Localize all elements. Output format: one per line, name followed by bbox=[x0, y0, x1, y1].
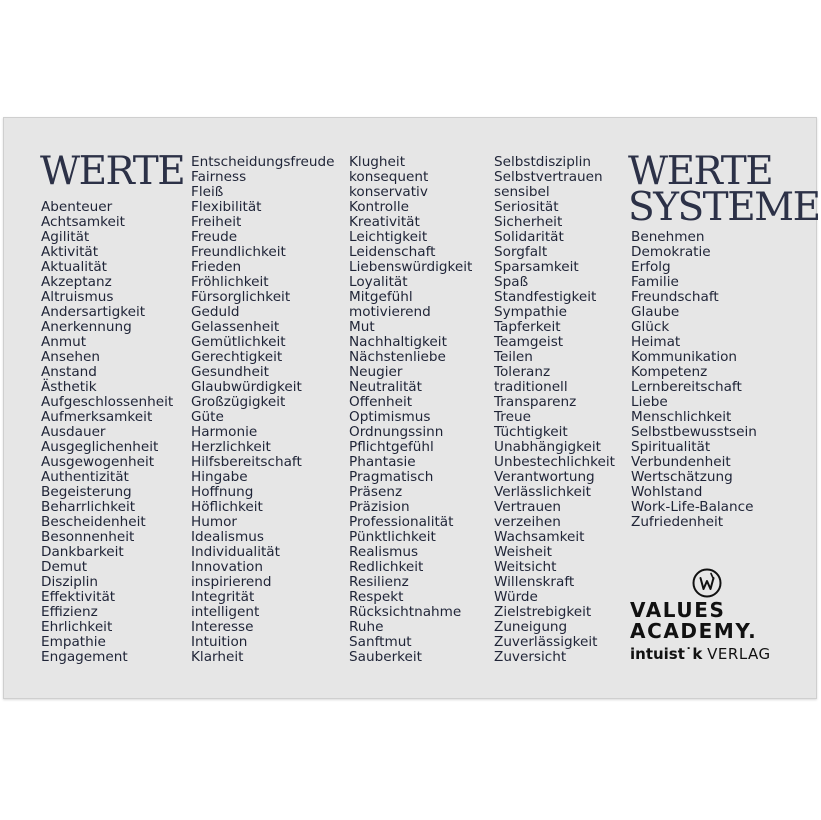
value-item: Freiheit bbox=[191, 214, 242, 230]
value-item: Fleiß bbox=[191, 184, 224, 200]
value-item: Abenteuer bbox=[41, 199, 113, 215]
value-item: Erfolg bbox=[631, 259, 671, 275]
brand-line-academy: ACADEMY. bbox=[630, 619, 758, 643]
value-item: Kompetenz bbox=[631, 364, 708, 380]
publisher-name bbox=[630, 645, 771, 663]
value-item: Freude bbox=[191, 229, 238, 245]
value-item: Integrität bbox=[191, 589, 255, 605]
value-item: Mut bbox=[349, 319, 375, 335]
value-item: Altruismus bbox=[41, 289, 114, 305]
value-item: Familie bbox=[631, 274, 679, 290]
value-item: Gerechtigkeit bbox=[191, 349, 283, 365]
value-item: Wachsamkeit bbox=[494, 529, 585, 545]
value-item: Bescheidenheit bbox=[41, 514, 146, 530]
value-item: Innovation bbox=[191, 559, 263, 575]
value-item: Authentizität bbox=[41, 469, 129, 485]
value-item: Wertschätzung bbox=[631, 469, 733, 485]
value-item: Pflichtgefühl bbox=[349, 439, 434, 455]
value-item: Spaß bbox=[494, 274, 529, 290]
value-item: Achtsamkeit bbox=[41, 214, 125, 230]
value-item: Fürsorglichkeit bbox=[191, 289, 291, 305]
value-item: Agilität bbox=[41, 229, 90, 245]
value-item: Präzision bbox=[349, 499, 410, 515]
value-item: Zuverlässigkeit bbox=[494, 634, 598, 650]
value-item: Nachhaltigkeit bbox=[349, 334, 447, 350]
value-item: Sauberkeit bbox=[349, 649, 423, 665]
value-item: Freundschaft bbox=[631, 289, 719, 305]
value-item: Ehrlichkeit bbox=[41, 619, 113, 635]
value-item: Pünktlichkeit bbox=[349, 529, 436, 545]
value-item: Ruhe bbox=[349, 619, 384, 635]
value-item: traditionell bbox=[494, 379, 568, 395]
value-item: Standfestigkeit bbox=[494, 289, 597, 305]
value-item: Großzügigkeit bbox=[191, 394, 286, 410]
value-item: Individualität bbox=[191, 544, 280, 560]
publisher-name-light: VERLAG bbox=[707, 645, 771, 663]
value-item: Idealismus bbox=[191, 529, 264, 545]
value-item: Flexibilität bbox=[191, 199, 262, 215]
value-item: Güte bbox=[191, 409, 224, 425]
publisher-name-bold: intuist˙k bbox=[630, 645, 703, 663]
value-item: Mitgefühl bbox=[349, 289, 413, 305]
value-item: Transparenz bbox=[494, 394, 577, 410]
value-item: Realismus bbox=[349, 544, 419, 560]
value-item: Empathie bbox=[41, 634, 106, 650]
value-item: Redlichkeit bbox=[349, 559, 424, 575]
value-item: Weisheit bbox=[494, 544, 552, 560]
value-item: Anerkennung bbox=[41, 319, 132, 335]
value-item: Gelassenheit bbox=[191, 319, 280, 335]
value-item: Selbstbewusstsein bbox=[631, 424, 757, 440]
value-item: konservativ bbox=[349, 184, 428, 200]
value-item: Ausdauer bbox=[41, 424, 106, 440]
value-item: Liebenswürdigkeit bbox=[349, 259, 473, 275]
value-item: Ansehen bbox=[41, 349, 100, 365]
value-item: Heimat bbox=[631, 334, 681, 350]
value-item: Verbundenheit bbox=[631, 454, 731, 470]
value-item: Intuition bbox=[191, 634, 248, 650]
value-item: Anstand bbox=[41, 364, 97, 380]
value-item: Frieden bbox=[191, 259, 242, 275]
value-item: Dankbarkeit bbox=[41, 544, 124, 560]
value-item: Neugier bbox=[349, 364, 403, 380]
value-item: Glück bbox=[631, 319, 670, 335]
value-item: Effizienz bbox=[41, 604, 98, 620]
value-item: Humor bbox=[191, 514, 237, 530]
value-item: Kreativität bbox=[349, 214, 420, 230]
value-item: sensibel bbox=[494, 184, 550, 200]
value-item: Treue bbox=[494, 409, 531, 425]
value-item: Aktivität bbox=[41, 244, 99, 260]
value-item: Verlässlichkeit bbox=[494, 484, 591, 500]
value-item: Hilfsbereitschaft bbox=[191, 454, 302, 470]
value-item: Demut bbox=[41, 559, 88, 575]
value-item: Würde bbox=[494, 589, 538, 605]
value-item: Zufriedenheit bbox=[631, 514, 724, 530]
values-card bbox=[3, 117, 820, 699]
value-item: Herzlichkeit bbox=[191, 439, 271, 455]
value-item: Verantwortung bbox=[494, 469, 595, 485]
value-item: Interesse bbox=[191, 619, 254, 635]
value-item: Vertrauen bbox=[494, 499, 562, 515]
value-item: Selbstvertrauen bbox=[494, 169, 603, 185]
value-item: inspirierend bbox=[191, 574, 272, 590]
value-item: Unbestechlichkeit bbox=[494, 454, 615, 470]
title-werte-systeme-line1: WERTE bbox=[628, 149, 773, 194]
value-item: Leidenschaft bbox=[349, 244, 436, 260]
value-item: Präsenz bbox=[349, 484, 403, 500]
value-item: Menschlichkeit bbox=[631, 409, 732, 425]
value-item: Teilen bbox=[494, 349, 533, 365]
value-item: Liebe bbox=[631, 394, 668, 410]
value-item: Pragmatisch bbox=[349, 469, 434, 485]
value-item: Höflichkeit bbox=[191, 499, 263, 515]
value-item: Spiritualität bbox=[631, 439, 711, 455]
value-item: motivierend bbox=[349, 304, 431, 320]
value-item: Ausgeglichenheit bbox=[41, 439, 159, 455]
value-item: Tüchtigkeit bbox=[494, 424, 568, 440]
value-item: Gemütlichkeit bbox=[191, 334, 286, 350]
values-column-3 bbox=[349, 155, 472, 665]
value-item: Solidarität bbox=[494, 229, 564, 245]
value-item: Hoffnung bbox=[191, 484, 254, 500]
value-item: Weitsicht bbox=[494, 559, 557, 575]
value-item: Aufmerksamkeit bbox=[41, 409, 153, 425]
value-item: Willenskraft bbox=[494, 574, 575, 590]
value-item: verzeihen bbox=[494, 514, 561, 530]
value-item: Hingabe bbox=[191, 469, 248, 485]
value-item: Sorgfalt bbox=[494, 244, 548, 260]
value-item: Fröhlichkeit bbox=[191, 274, 269, 290]
value-item: Sanftmut bbox=[349, 634, 412, 650]
value-item: Leichtigkeit bbox=[349, 229, 428, 245]
value-item: Kommunikation bbox=[631, 349, 738, 365]
value-item: Zielstrebigkeit bbox=[494, 604, 592, 620]
value-item: Glaubwürdigkeit bbox=[191, 379, 302, 395]
value-item: Benehmen bbox=[631, 229, 705, 245]
value-item: Harmonie bbox=[191, 424, 258, 440]
values-column-2 bbox=[191, 155, 334, 665]
value-item: Freundlichkeit bbox=[191, 244, 286, 260]
value-item: Engagement bbox=[41, 649, 128, 665]
value-item: Selbstdisziplin bbox=[494, 154, 592, 170]
value-item: Resilienz bbox=[349, 574, 409, 590]
value-item: Phantasie bbox=[349, 454, 416, 470]
value-item: Effektivität bbox=[41, 589, 116, 605]
value-item: Sympathie bbox=[494, 304, 567, 320]
title-werte-systeme-line2: SYSTEME bbox=[628, 185, 820, 230]
value-item: Ausgewogenheit bbox=[41, 454, 155, 470]
value-item: Seriosität bbox=[494, 199, 559, 215]
value-item: Disziplin bbox=[41, 574, 99, 590]
value-item: Besonnenheit bbox=[41, 529, 135, 545]
values-column-4 bbox=[494, 155, 615, 665]
value-item: Ordnungssinn bbox=[349, 424, 444, 440]
value-item: Aktualität bbox=[41, 259, 107, 275]
value-item: Neutralität bbox=[349, 379, 422, 395]
value-item: Klarheit bbox=[191, 649, 244, 665]
value-item: Tapferkeit bbox=[494, 319, 561, 335]
value-item: Teamgeist bbox=[494, 334, 564, 350]
value-item: Beharrlichkeit bbox=[41, 499, 136, 515]
value-item: Zuneigung bbox=[494, 619, 568, 635]
value-item: Wohlstand bbox=[631, 484, 703, 500]
value-item: Aufgeschlossenheit bbox=[41, 394, 174, 410]
value-item: Geduld bbox=[191, 304, 240, 320]
value-item: Akzeptanz bbox=[41, 274, 112, 290]
value-item: Zuversicht bbox=[494, 649, 567, 665]
value-item: Sparsamkeit bbox=[494, 259, 579, 275]
value-item: Gesundheit bbox=[191, 364, 269, 380]
value-item: Kontrolle bbox=[349, 199, 410, 215]
value-item: Loyalität bbox=[349, 274, 408, 290]
value-item: Demokratie bbox=[631, 244, 711, 260]
value-item: Offenheit bbox=[349, 394, 413, 410]
value-item: Ästhetik bbox=[41, 379, 97, 395]
value-item: Respekt bbox=[349, 589, 404, 605]
value-item: Glaube bbox=[631, 304, 680, 320]
value-item: Andersartigkeit bbox=[41, 304, 146, 320]
value-item: Anmut bbox=[41, 334, 87, 350]
value-item: Work-Life-Balance bbox=[631, 499, 754, 515]
brand-logo bbox=[630, 600, 771, 663]
value-item: Professionalität bbox=[349, 514, 454, 530]
value-item: Sicherheit bbox=[494, 214, 563, 230]
value-item: Unabhängigkeit bbox=[494, 439, 601, 455]
value-systems-column bbox=[631, 230, 757, 530]
value-item: konsequent bbox=[349, 169, 429, 185]
values-column-1 bbox=[41, 200, 173, 665]
value-item: Rücksichtnahme bbox=[349, 604, 462, 620]
value-item: Klugheit bbox=[349, 154, 406, 170]
value-item: Entscheidungsfreude bbox=[191, 154, 335, 170]
value-item: Nächstenliebe bbox=[349, 349, 446, 365]
title-werte-systeme bbox=[628, 149, 820, 230]
value-item: intelligent bbox=[191, 604, 260, 620]
w-circle-logo-icon bbox=[692, 568, 722, 598]
value-item: Lernbereitschaft bbox=[631, 379, 742, 395]
value-item: Toleranz bbox=[494, 364, 551, 380]
value-item: Optimismus bbox=[349, 409, 431, 425]
title-werte: WERTE bbox=[40, 149, 185, 194]
value-item: Begeisterung bbox=[41, 484, 132, 500]
brand-line-values: VALUES bbox=[630, 598, 726, 622]
value-item: Fairness bbox=[191, 169, 247, 185]
